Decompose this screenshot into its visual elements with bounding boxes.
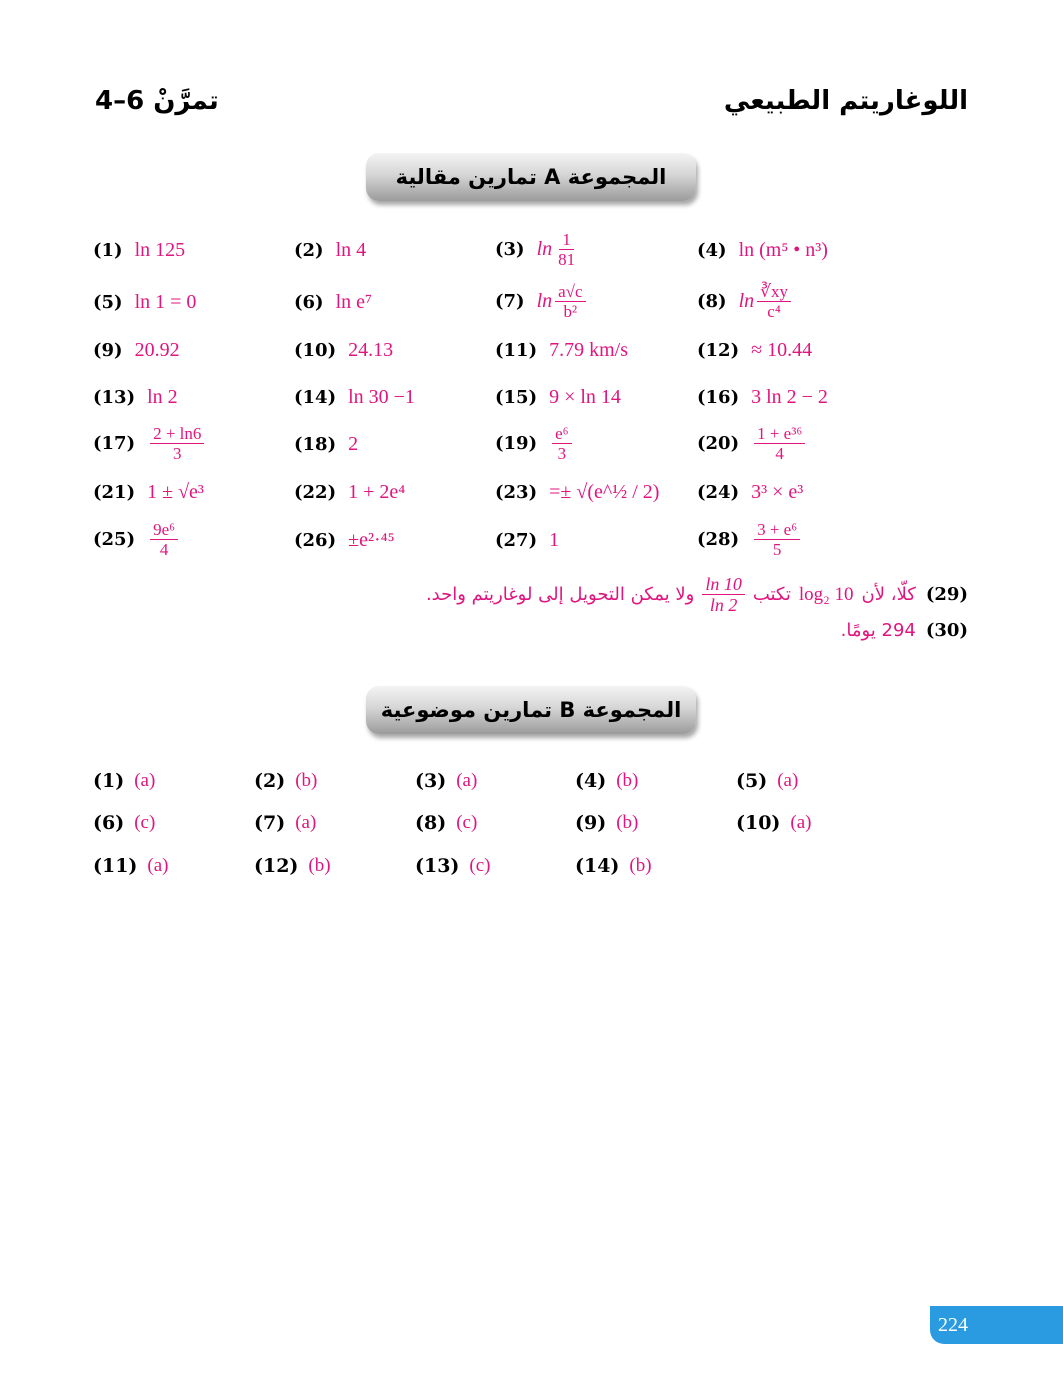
answer-number: (3)	[495, 239, 525, 260]
group-a-banner: المجموعة A تمارين مقالية	[366, 153, 696, 201]
answer-number: (21)	[93, 482, 136, 503]
answer-number: (27)	[495, 530, 538, 551]
answer-b-14	[575, 855, 652, 877]
answer-a-11	[495, 339, 628, 362]
answer-value: $\frac{\text{1 + e³⁶}}{4}$	[751, 425, 808, 462]
answer-number: (2)	[254, 770, 286, 792]
answer-number: (28)	[697, 529, 740, 550]
answer-value: 3³ × e³	[751, 481, 804, 503]
answer-a-25	[93, 521, 181, 558]
answer-number: (4)	[697, 240, 727, 261]
answer-number: (25)	[93, 529, 136, 550]
answer-number: (26)	[294, 530, 337, 551]
answer-value: $\frac{\text{9e⁶}}{4}$	[147, 521, 181, 558]
answer-a-1	[93, 239, 185, 262]
answer-number: (20)	[697, 433, 740, 454]
answer-value: 9 × ln 14	[549, 386, 621, 408]
page-number: 224	[930, 1306, 1063, 1344]
answer-29: (29) كلّا، لأن log₂ 10 تكتب $\frac{\ln 10}{\ln 2}$ ولا يمكن التحويل إلى لوغاريتم واحد.	[425, 574, 968, 615]
answer-number: (3)	[415, 770, 447, 792]
answer-a-21	[93, 481, 204, 504]
answer-a-3	[495, 231, 581, 268]
answer-b-8	[415, 812, 477, 834]
answer-value: 1	[549, 529, 560, 551]
answer-value: ln 2	[147, 386, 178, 408]
group-b-banner: المجموعة B تمارين موضوعية	[366, 686, 696, 734]
answer-a-20	[697, 425, 808, 462]
answer-a-19	[495, 425, 575, 462]
answer-number: (10)	[736, 812, 781, 834]
answer-number: (9)	[93, 340, 123, 361]
answer-b-3	[415, 770, 477, 792]
answer-a-24	[697, 481, 803, 504]
answer-choice: (b)	[629, 855, 652, 876]
answer-a-8	[697, 283, 794, 320]
answer-number: (12)	[254, 855, 299, 877]
answer-value: 24.13	[348, 339, 394, 361]
answer-a-26	[294, 529, 395, 552]
answer-number: (14)	[575, 855, 620, 877]
answer-a-12	[697, 339, 812, 362]
answer-b-10	[736, 812, 812, 834]
answer-a-28	[697, 521, 803, 558]
answer-number: (1)	[93, 240, 123, 261]
answer-b-11	[93, 855, 169, 877]
answer-b-2	[254, 770, 317, 792]
answer-value: 1 ± √e³	[147, 481, 204, 503]
answer-number: (9)	[575, 812, 607, 834]
answer-number: (8)	[697, 291, 727, 312]
answer-number: (6)	[294, 292, 324, 313]
answer-b-5	[736, 770, 798, 792]
answer-value: ln 4	[335, 239, 367, 261]
answer-number: (24)	[697, 482, 740, 503]
answer-b-12	[254, 855, 331, 877]
answer-b-1	[93, 770, 155, 792]
answer-a-17	[93, 425, 207, 462]
answer-choice: (b)	[616, 812, 639, 833]
answer-a-10	[294, 339, 393, 362]
answer-b-4	[575, 770, 638, 792]
answer-a-15	[495, 386, 621, 409]
answer-number: (11)	[495, 340, 538, 361]
answer-number: (7)	[254, 812, 286, 834]
answer-number: (8)	[415, 812, 447, 834]
answer-number: (7)	[495, 291, 525, 312]
answer-b-9	[575, 812, 638, 834]
answer-b-7	[254, 812, 316, 834]
answer-value: ln $\frac{∛xy}{\text{c⁴}}$	[739, 283, 794, 320]
answer-number: (13)	[93, 387, 136, 408]
answer-value: ln 125	[134, 239, 186, 261]
answer-number: (22)	[294, 482, 337, 503]
answer-value: ln 30 −1	[348, 386, 415, 408]
answer-a-14	[294, 386, 415, 409]
answer-number: (19)	[495, 433, 538, 454]
answer-number: (18)	[294, 434, 337, 455]
answer-choice: (a)	[456, 770, 478, 791]
answer-value: $\frac{\text{e⁶}}{3}$	[549, 425, 574, 462]
answer-choice: (c)	[134, 812, 156, 833]
answer-number: (5)	[736, 770, 768, 792]
answer-number: (4)	[575, 770, 607, 792]
answer-value: $\frac{2 + \ln 6}{3}$	[147, 425, 207, 462]
answer-number: (15)	[495, 387, 538, 408]
answer-a-22	[294, 481, 405, 504]
answer-value: ln $\frac{1}{81}$	[536, 230, 576, 269]
answer-a-6	[294, 291, 372, 314]
answer-number: (13)	[415, 855, 460, 877]
answer-value: $\frac{\text{3 + e⁶}}{5}$	[751, 521, 803, 558]
answer-a-9	[93, 339, 180, 362]
answer-number: (12)	[697, 340, 740, 361]
answer-choice: (b)	[308, 855, 331, 876]
answer-choice: (b)	[295, 770, 318, 791]
answer-number: (2)	[294, 240, 324, 261]
answer-number: (1)	[93, 770, 125, 792]
answer-a-2	[294, 239, 366, 262]
answer-value: ln $\frac{a√c}{\text{b²}}$	[537, 283, 589, 320]
answer-value: 1 + 2e⁴	[348, 481, 406, 503]
answer-a-18	[294, 433, 358, 456]
answer-choice: (a)	[147, 855, 169, 876]
answer-value: 20.92	[134, 339, 180, 361]
answer-a-7	[495, 283, 589, 320]
answer-a-16	[697, 386, 828, 409]
answer-number: (6)	[93, 812, 125, 834]
answer-choice: (a)	[790, 812, 812, 833]
answer-value: ≈ 10.44	[751, 339, 813, 361]
answer-value: ln (m⁵ • n³)	[738, 239, 828, 261]
answer-value: =± √(e^½ / 2)	[549, 481, 660, 503]
answer-choice: (a)	[777, 770, 799, 791]
answer-number: (17)	[93, 433, 136, 454]
answer-number: (5)	[93, 292, 123, 313]
answer-value: ln 1 = 0	[134, 291, 197, 313]
answer-choice: (a)	[295, 812, 317, 833]
answer-number: (10)	[294, 340, 337, 361]
answer-choice: (c)	[456, 812, 478, 833]
answer-b-6	[93, 812, 155, 834]
answer-number: (11)	[93, 855, 138, 877]
answer-value: ln e⁷	[335, 291, 372, 313]
answer-choice: (b)	[616, 770, 639, 791]
answer-a-23	[495, 481, 659, 504]
answer-value: 3 ln 2 − 2	[751, 386, 828, 408]
answer-choice: (a)	[134, 770, 156, 791]
answer-a-13	[93, 386, 178, 409]
answer-value: ±e²·⁴⁵	[348, 529, 395, 551]
answer-number: (16)	[697, 387, 740, 408]
answer-30: (30) 294 يومًا.	[840, 620, 968, 641]
answer-number: (23)	[495, 482, 538, 503]
answer-a-4	[697, 239, 828, 262]
exercise-title: تمرَّنْ 6–4	[95, 86, 219, 116]
answer-value: 7.79 km/s	[549, 339, 628, 361]
chapter-title: اللوغاريتم الطبيعي	[723, 86, 968, 116]
answer-choice: (c)	[469, 855, 491, 876]
answer-number: (14)	[294, 387, 337, 408]
answer-value: 2	[348, 433, 359, 455]
answer-a-5	[93, 291, 196, 314]
answer-b-13	[415, 855, 491, 877]
answer-a-27	[495, 529, 559, 552]
